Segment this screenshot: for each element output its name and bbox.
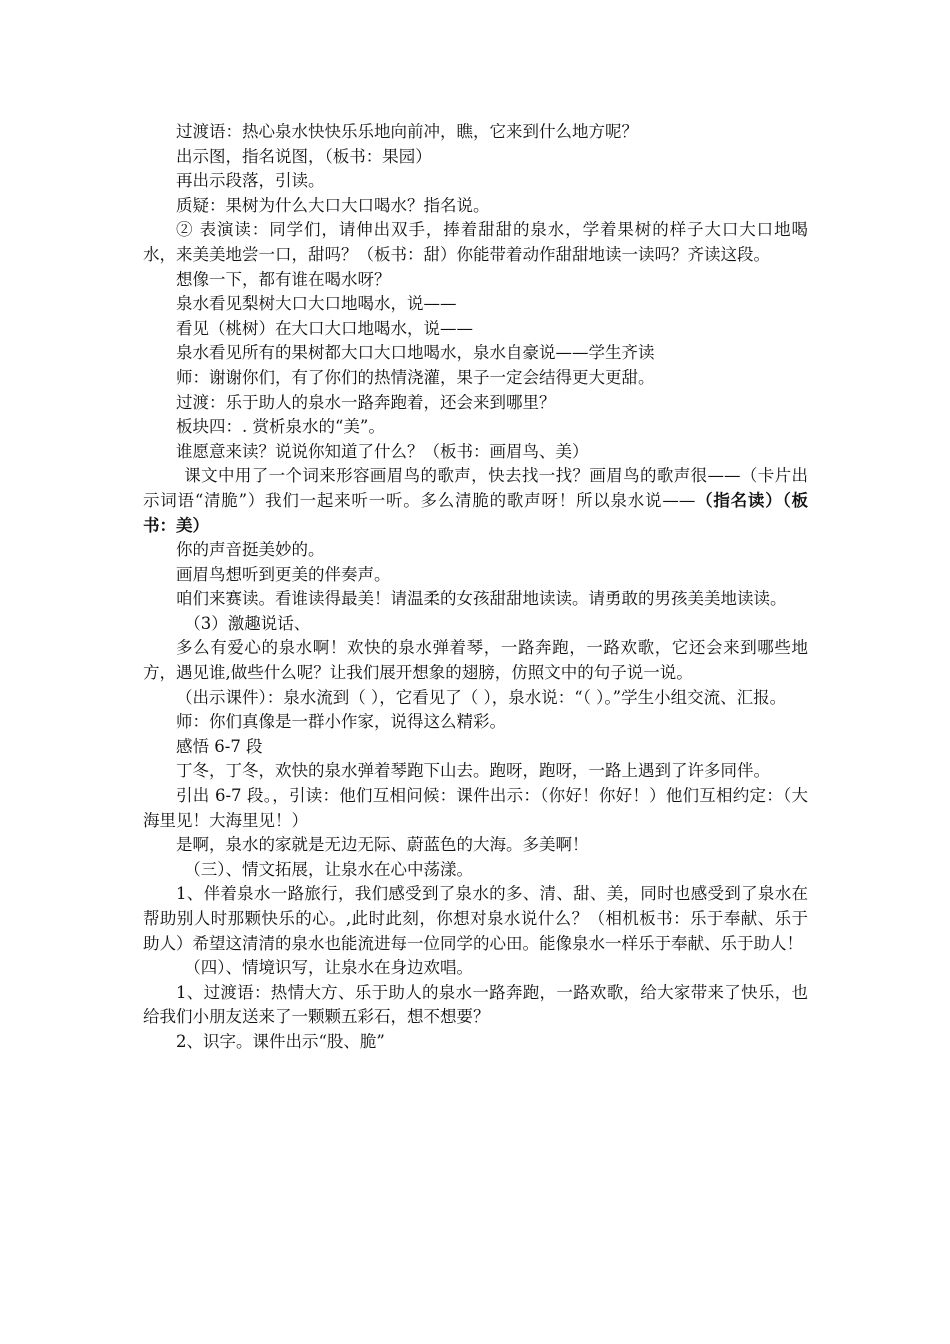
paragraph: ② 表演读：同学们，请伸出双手，捧着甜甜的泉水，学着果树的样子大口大口地喝水，来美美地尝一口，甜吗？（板书：甜）你能带着动作甜甜地读一读吗？齐读这段。 — [143, 220, 808, 264]
paragraph: 多么有爱心的泉水啊！欢快的泉水弹着琴，一路奔跑，一路欢歌，它还会来到哪些地方，遇见谁,做些什么呢？让我们展开想象的翅膀，仿照文中的句子说一说。 — [143, 638, 808, 683]
paragraph: 看见（桃树）在大口大口地喝水，说—— — [176, 318, 473, 338]
paragraph: 谁愿意来读？说说你知道了什么？（板书：画眉鸟、美） — [176, 441, 589, 461]
paragraph: 泉水看见所有的果树都大口大口地喝水，泉水自豪说——学生齐读 — [176, 343, 655, 363]
section-heading: 感悟 6-7 段 — [176, 736, 263, 756]
paragraph: 1、过渡语：热情大方、乐于助人的泉水一路奔跑，一路欢歌，给大家带来了快乐，也给我们小朋友送来了一颗颗五彩石，想不想要？ — [143, 982, 808, 1027]
paragraph: （出示课件）：泉水流到（ ），它看见了（ ），泉水说：“（ ）。”学生小组交流、汇报。 — [176, 687, 787, 707]
paragraph: 咱们来赛读。看谁读得最美！请温柔的女孩甜甜地读读。请勇敢的男孩美美地读读。 — [176, 589, 787, 609]
paragraph: 想像一下，都有谁在喝水呀？ — [176, 269, 391, 289]
paragraph: 师：你们真像是一群小作家，说得这么精彩。 — [176, 712, 506, 732]
paragraph: 质疑：果树为什么大口大口喝水？指名说。 — [176, 195, 490, 215]
section-heading: （三）、情文拓展，让泉水在心中荡漾。 — [184, 859, 473, 879]
paragraph: 引出 6-7 段。，引读：他们互相问候：课件出示：（你好！你好！）他们互相约定：（大海里见！大海里见！） — [143, 786, 808, 830]
paragraph: 画眉鸟想听到更美的伴奏声。 — [176, 564, 391, 584]
bold-annotation: （指名读）（板书：美） — [143, 490, 809, 535]
section-heading: （四）、情境识写，让泉水在身边欢唱。 — [184, 958, 473, 978]
paragraph: 出示图，指名说图，（板书：果园） — [176, 146, 432, 166]
paragraph: 是啊，泉水的家就是无边无际、蔚蓝色的大海。多美啊！ — [176, 835, 589, 855]
paragraph: 1、伴着泉水一路旅行，我们感受到了泉水的多、清、甜、美，同时也感受到了泉水在帮助别人时那颗快乐的心。,此时此刻，你想对泉水说什么？（相机板书：乐于奉献、乐于助人）希望这清清的泉水也能流进每一位同学的心田。能像泉水一样乐于奉献、乐于助人！ — [143, 884, 808, 953]
paragraph — [143, 464, 808, 538]
paragraph: 师：谢谢你们，有了你们的热情浇灌，果子一定会结得更大更甜。 — [176, 367, 655, 387]
paragraph: 再出示段落，引读。 — [176, 171, 325, 191]
paragraph: 过渡：乐于助人的泉水一路奔跑着，还会来到哪里？ — [176, 392, 556, 412]
section-heading: 板块四：. 赏析泉水的“美”。 — [176, 417, 385, 437]
paragraph: 泉水看见梨树大口大口地喝水，说—— — [176, 294, 457, 314]
section-heading: （3）激趣说话、 — [184, 613, 311, 633]
paragraph: 过渡语：热心泉水快快乐乐地向前冲，瞧，它来到什么地方呢？ — [176, 122, 638, 141]
paragraph: 2、识字。课件出示“股、脆” — [176, 1031, 385, 1051]
paragraph-text: 课文中用了一个词来形容画眉鸟的歌声，快去找一找？画眉鸟的歌声很——（卡片出示词语“清脆”）我们一起来听一听。多么清脆的歌声呀！所以泉水说—— — [143, 466, 808, 510]
paragraph: 你的声音挺美妙的。 — [176, 540, 325, 560]
document-body — [143, 120, 808, 1055]
paragraph: 丁冬，丁冬，欢快的泉水弹着琴跑下山去。跑呀，跑呀，一路上遇到了许多同伴。 — [176, 761, 770, 781]
